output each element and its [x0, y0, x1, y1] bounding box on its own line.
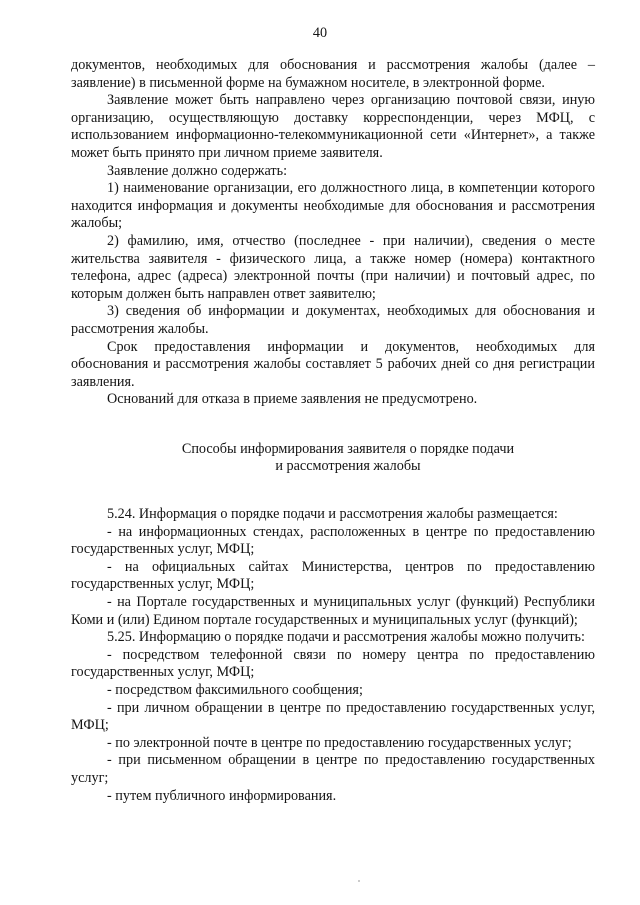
paragraph: 1) наименование организации, его должностного лица, в компетенции которого находится информация и документы необходимые для обоснования и рассмотрения жалобы; [71, 180, 595, 232]
paragraph: 3) сведения об информации и документах, необходимых для обоснования и рассмотрения жалобы. [71, 303, 595, 337]
paragraphs-top [71, 57, 595, 409]
paragraph: документов, необходимых для обоснования и рассмотрения жалобы (далее – заявление) в письменной форме на бумажном носителе, в электронной форме. [71, 57, 595, 91]
paragraph: - при личном обращении в центре по предоставлению государственных услуг, МФЦ; [71, 699, 595, 734]
scan-speck [358, 880, 360, 882]
paragraphs-bottom [71, 506, 595, 805]
paragraph: Заявление должно содержать: [107, 162, 288, 179]
paragraph: - на Портале государственных и муниципальных услуг (функций) Республики Коми и (или) Едином портале государственных и муниципальных услуг (функций); [71, 594, 595, 628]
paragraph: 5.24. Информация о порядке подачи и рассмотрения жалобы размещается: [107, 506, 558, 523]
paragraph: - посредством телефонной связи по номеру центра по предоставлению государственных услуг, МФЦ; [71, 646, 595, 681]
page-number: 40 [312, 25, 328, 41]
paragraph: Оснований для отказа в приеме заявления не предусмотрено. [107, 391, 478, 408]
paragraph: Срок предоставления информации и документов, необходимых для обоснования и рассмотрения жалобы составляет 5 рабочих дней со дня регистрации заявления. [71, 338, 595, 390]
paragraph: Заявление может быть направлено через организацию почтовой связи, иную организацию, осуществляющую доставку корреспонденции, через МФЦ, с использованием информационно-телекоммуникационной сети «Интернет», а также может быть принято при личном приеме заявителя. [71, 92, 595, 161]
paragraph: - путем публичного информирования. [107, 787, 337, 804]
document-body [71, 57, 595, 805]
section-heading [71, 441, 595, 476]
section-heading-line2: и рассмотрения жалобы [275, 458, 421, 475]
paragraph: - на информационных стендах, расположенных в центре по предоставлению государственных услуг, МФЦ; [71, 523, 595, 558]
section-heading-line1: Способы информирования заявителя о порядке подачи [181, 440, 515, 457]
paragraph: 2) фамилию, имя, отчество (последнее - при наличии), сведения о месте жительства заявителя - физического лица, а также номер (номера) контактного телефона, адрес (адреса) электронной почты (при наличии) и почтовый адрес, по которым должен быть направлен ответ заявителю; [71, 232, 595, 302]
paragraph: - при письменном обращении в центре по предоставлению государственных услуг; [71, 752, 595, 786]
paragraph: 5.25. Информацию о порядке подачи и рассмотрения жалобы можно получить: [107, 629, 585, 646]
paragraph: - посредством факсимильного сообщения; [107, 682, 363, 698]
paragraph: - на официальных сайтах Министерства, центров по предоставлению государственных услуг, МФЦ; [71, 558, 595, 593]
paragraph: - по электронной почте в центре по предоставлению государственных услуг; [107, 734, 572, 751]
